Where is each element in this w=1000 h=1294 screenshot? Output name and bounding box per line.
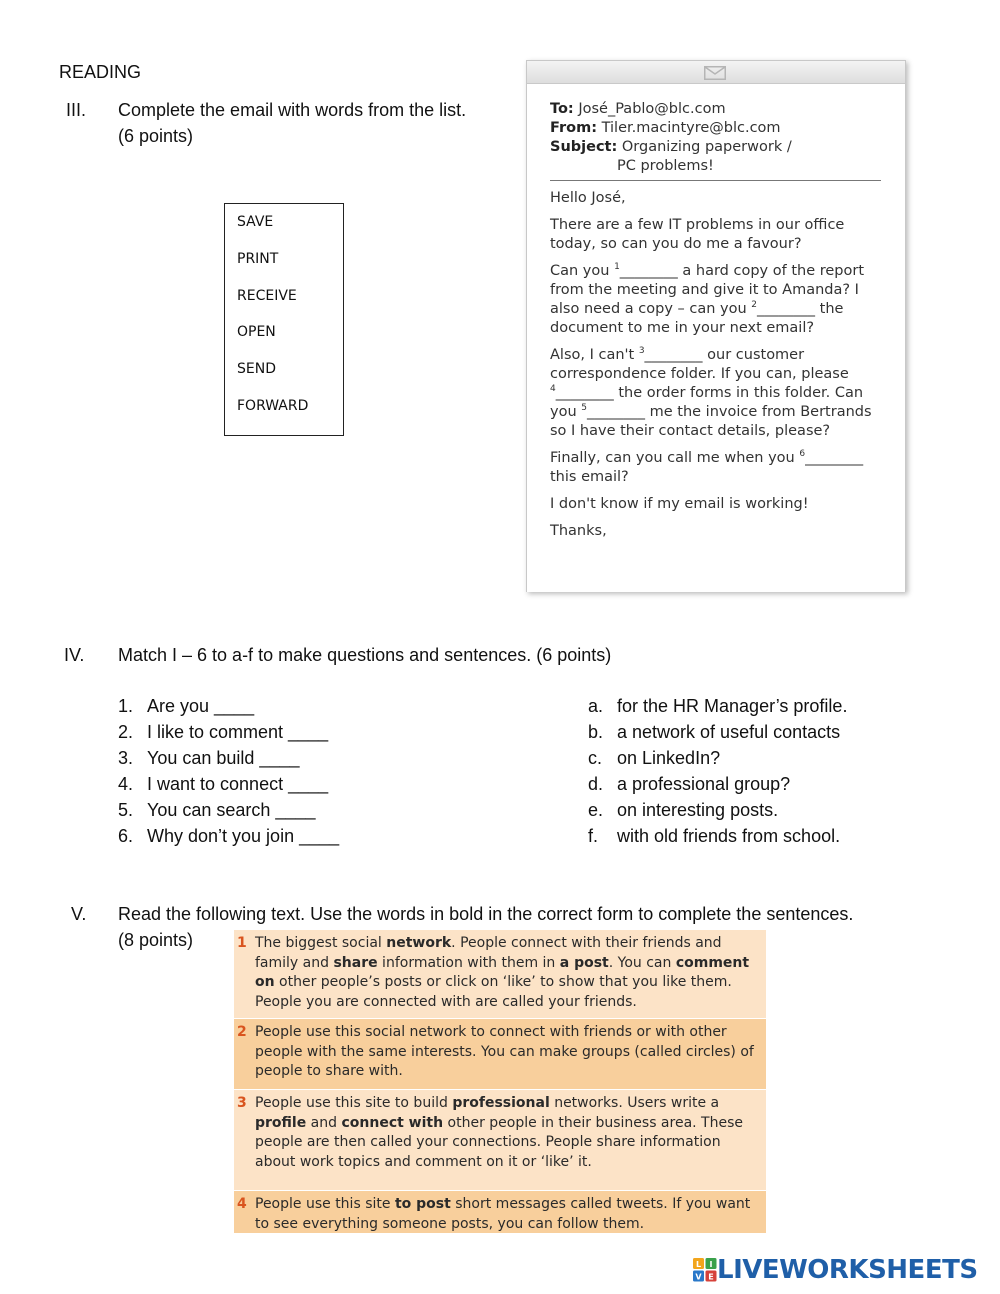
gap-number: 4 — [550, 384, 556, 395]
envelope-icon — [704, 66, 726, 80]
gap-number: 3 — [638, 346, 645, 357]
email-subject-line2: PC problems! — [617, 158, 714, 174]
svg-text:V: V — [695, 1272, 702, 1282]
bold-word: comment on — [255, 954, 750, 990]
reading-paragraph: 3 People use this site to build professional networks. Users write a profile and connect with other people in their business area. These people are then called your connections. People share information about work topics and comment on it or ‘like’ it. — [234, 1090, 766, 1190]
reading-panel — [234, 930, 766, 1233]
email-from-value: Tiler.macintyre@blc.com — [601, 120, 781, 136]
match-left-list — [118, 693, 339, 849]
word-list-item: PRINT — [237, 250, 279, 267]
liveworksheets-logo-text: LIVEWORKSHEETS — [717, 1255, 978, 1285]
liveworksheets-logo[interactable] — [693, 1256, 978, 1284]
email-paragraph: Can you $^1$________ a hard copy of the report from the meeting and give it to Amanda? I also need a copy – can you $^2$________ the document to me in your next email? — [550, 262, 865, 336]
section-5-points: (8 points) — [118, 930, 194, 950]
paragraph-number: 1 — [237, 935, 247, 951]
paragraph-number: 3 — [237, 1095, 247, 1111]
email-paragraph: I don't know if my email is working! — [550, 496, 809, 512]
gap-number: 6 — [799, 449, 806, 460]
email-subject-label: Subject: — [550, 139, 618, 155]
bold-word: share — [333, 954, 378, 971]
paragraph-number: 4 — [237, 1196, 247, 1212]
match-right-item: a. for the HR Manager’s profile. — [588, 696, 848, 716]
svg-text:I: I — [709, 1260, 713, 1269]
gap-number: 1 — [614, 262, 620, 273]
bold-word: a post — [559, 954, 609, 971]
word-list-item: SAVE — [237, 214, 274, 230]
email-to-row — [550, 100, 885, 119]
email-greeting: Hello José, — [550, 190, 626, 206]
email-from-label: From: — [550, 120, 597, 136]
match-left-item: 4. I want to connect ____ — [118, 774, 329, 794]
section-4-instruction: Match I – 6 to a-f to make questions and sentences. (6 points) — [118, 645, 612, 665]
svg-text:L: L — [695, 1260, 702, 1269]
section-4-numeral: IV. — [64, 645, 85, 665]
bold-word: connect with — [341, 1114, 444, 1131]
email-window — [526, 60, 906, 592]
bold-word: network — [386, 935, 452, 951]
email-to-label: To: — [550, 101, 574, 117]
match-right-item: b. a network of useful contacts — [588, 722, 841, 742]
email-paragraph: Also, I can't $^3$________ our customer correspondence folder. If you can, please $^4$________ the order forms in this folder. Can you $^5$________ me the invoice from Bertrands so I have their contact details, please? — [550, 346, 872, 439]
email-to-value: José_Pablo@blc.com — [578, 101, 726, 117]
reading-title: READING — [59, 62, 142, 82]
liveworksheets-logo-icon — [693, 1258, 717, 1282]
email-title-bar — [527, 61, 905, 84]
bold-word: profile — [255, 1114, 307, 1131]
reading-paragraph: 4 People use this site to post short messages called tweets. If you want to see everything someone posts, you can follow them. — [234, 1191, 766, 1233]
match-right-item: c. on LinkedIn? — [588, 748, 721, 768]
section-3-instruction — [118, 97, 466, 149]
word-list-item: FORWARD — [237, 397, 309, 414]
email-subject-line1: Organizing paperwork / — [621, 139, 792, 155]
paragraph-number: 2 — [237, 1024, 247, 1040]
bold-word: to post — [394, 1196, 451, 1212]
email-header — [527, 84, 905, 176]
gap-number: 2 — [751, 300, 758, 311]
section-5-instruction: Read the following text. Use the words in bold in the correct form to complete the sentences. — [118, 904, 854, 924]
svg-text:E: E — [708, 1272, 714, 1282]
word-list-item: OPEN — [237, 324, 276, 341]
reading-paragraph: 1 The biggest social network. People connect with their friends and family and share information with them in a post. You can comment on other people’s posts or click on ‘like’ to show that you like them. People you are connected with are called your friends. — [234, 930, 766, 1018]
match-right-item: e. on interesting posts. — [588, 800, 779, 820]
email-from-row — [550, 119, 885, 138]
match-left-item: 3. You can build ____ — [118, 748, 300, 768]
email-body — [527, 181, 905, 541]
word-list-item: RECEIVE — [237, 287, 297, 304]
match-left-item: 1. Are you ____ — [118, 696, 255, 716]
email-paragraph: There are a few IT problems in our office today, so can you do me a favour? — [550, 217, 845, 252]
reading-paragraph: 2 People use this social network to connect with friends or with other people with the same interests. You can make groups (called circles) of people to share with. — [234, 1019, 766, 1089]
section-5-numeral: V. — [71, 904, 87, 924]
section-3-instruction-line2: (6 points) — [118, 126, 194, 146]
email-paragraph: Finally, can you call me when you $^6$________ this email? — [550, 449, 864, 485]
email-closing: Thanks, — [550, 523, 607, 539]
word-list-box — [224, 203, 344, 436]
word-list-item: SEND — [237, 361, 276, 378]
email-subject-row — [550, 138, 885, 157]
section-3-instruction-line1: Complete the email with words from the list. — [118, 100, 467, 120]
match-left-item: 6. Why don’t you join ____ — [118, 826, 340, 846]
match-left-item: 2. I like to comment ____ — [118, 722, 329, 742]
gap-number: 5 — [581, 403, 587, 414]
section-3-numeral: III. — [66, 100, 87, 120]
match-right-item: d. a professional group? — [588, 774, 791, 794]
bold-word: professional — [452, 1095, 550, 1111]
match-right-item: f. with old friends from school. — [588, 826, 841, 846]
match-right-list — [588, 693, 847, 849]
match-left-item: 5. You can search ____ — [118, 800, 316, 820]
